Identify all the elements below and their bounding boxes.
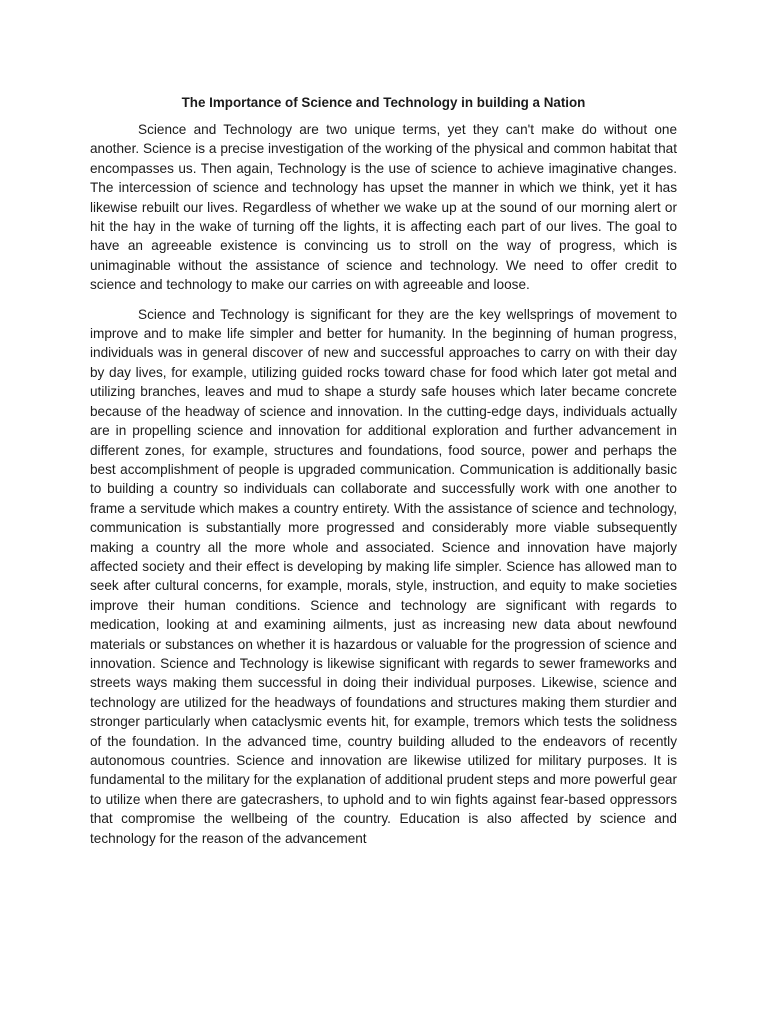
document-body	[90, 93, 677, 858]
document-title: The Importance of Science and Technology in building a Nation	[181, 95, 586, 110]
paragraph-1: Science and Technology are two unique terms, yet they can't make do without one another. Science is a precise investigation of the working of the physical and common habitat that encompasses us. Then again, Technology is the use of science to achieve imaginative changes. The intercession of science and technology has upset the manner in which we think, yet it has likewise rebuilt our lives. Regardless of whether we wake up at the sound of our morning alert or hit the hay in the wake of turning off the lights, it is affecting each part of our lives. The goal to have an agreeable existence is convincing us to stroll on the way of progress, which is unimaginable without the assistance of science and technology. We need to offer credit to science and technology to make our carries on with agreeable and loose.	[90, 122, 677, 293]
paragraph-2: Science and Technology is significant for they are the key wellsprings of movement to improve and to make life simpler and better for humanity. In the beginning of human progress, individuals was in general discover of new and successful approaches to carry on with their day by day lives, for example, utilizing guided rocks toward chase for food which later got metal and utilizing branches, leaves and mud to shape a sturdy safe houses which later became concrete because of the headway of science and innovation. In the cutting-edge days, individuals actually are in propelling science and innovation for additional exploration and further advancement in different zones, for example, structures and foundations, food source, power and perhaps the best accomplishment of people is upgraded communication. Communication is additionally basic to building a country so individuals can collaborate and successfully work with one another to frame a servitude which makes a country entirety. With the assistance of science and technology, communication is substantially more progressed and considerably more viable subsequently making a country all the more whole and associated. Science and innovation have majorly affected society and their effect is developing by making life simpler. Science has allowed man to seek after cultural concerns, for example, morals, style, instruction, and equity to make societies improve their human conditions. Science and technology are significant with regards to medication, looking at and examining ailments, just as increasing new data about newfound materials or substances on whether it is hazardous or valuable for the progression of science and innovation. Science and Technology is likewise significant with regards to sewer frameworks and streets ways making them successful in doing their individual purposes. Likewise, science and technology are utilized for the headways of foundations and structures making them sturdier and stronger particularly when cataclysmic events hit, for example, tremors which tests the solidness of the foundation. In the advanced time, country building alluded to the endeavors of recently autonomous countries. Science and innovation are likewise utilized for military purposes. It is fundamental to the military for the explanation of additional prudent steps and more powerful gear to utilize when there are gatecrashers, to uphold and to win fights against fear-based oppressors that compromise the wellbeing of the country. Education is also affected by science and technology for the reason of the advancement	[90, 306, 677, 846]
